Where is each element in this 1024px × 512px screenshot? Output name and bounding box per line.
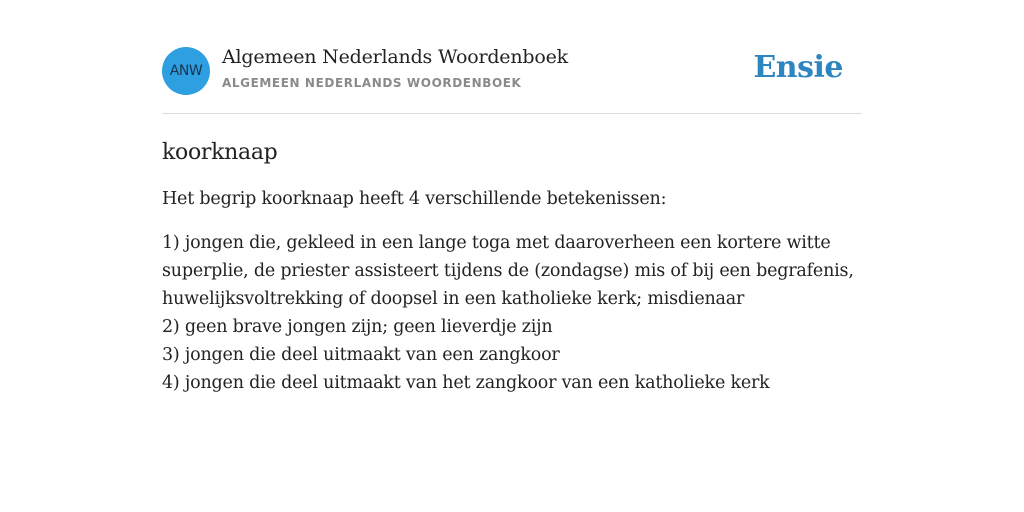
definition-card xyxy=(162,46,862,397)
anw-logo[interactable]: ANW xyxy=(162,47,210,95)
meaning-item: 2) geen brave jongen zijn; geen lieverdje zijn xyxy=(162,317,553,337)
source-subtitle: ALGEMEEN NEDERLANDS WOORDENBOEK xyxy=(222,76,522,90)
source-title[interactable]: Algemeen Nederlands Woordenboek xyxy=(222,46,568,68)
ensie-logo[interactable]: Ensie xyxy=(753,50,843,85)
meaning-item: 3) jongen die deel uitmaakt van een zangkoor xyxy=(162,345,560,365)
meanings-list xyxy=(162,229,862,397)
term-title: koorknaap xyxy=(162,140,278,165)
source-header xyxy=(162,46,862,114)
meaning-item: 4) jongen die deel uitmaakt van het zangkoor van een katholieke kerk xyxy=(162,373,770,393)
meaning-item: 1) jongen die, gekleed in een lange toga met daaroverheen een kortere witte superplie, de priester assisteert tijdens de (zondagse) mis of bij een begrafenis, huwelijksvoltrekking of doopsel in een katholieke kerk; misdienaar xyxy=(162,233,854,309)
meanings-intro: Het begrip koorknaap heeft 4 verschillende betekenissen: xyxy=(162,189,667,209)
